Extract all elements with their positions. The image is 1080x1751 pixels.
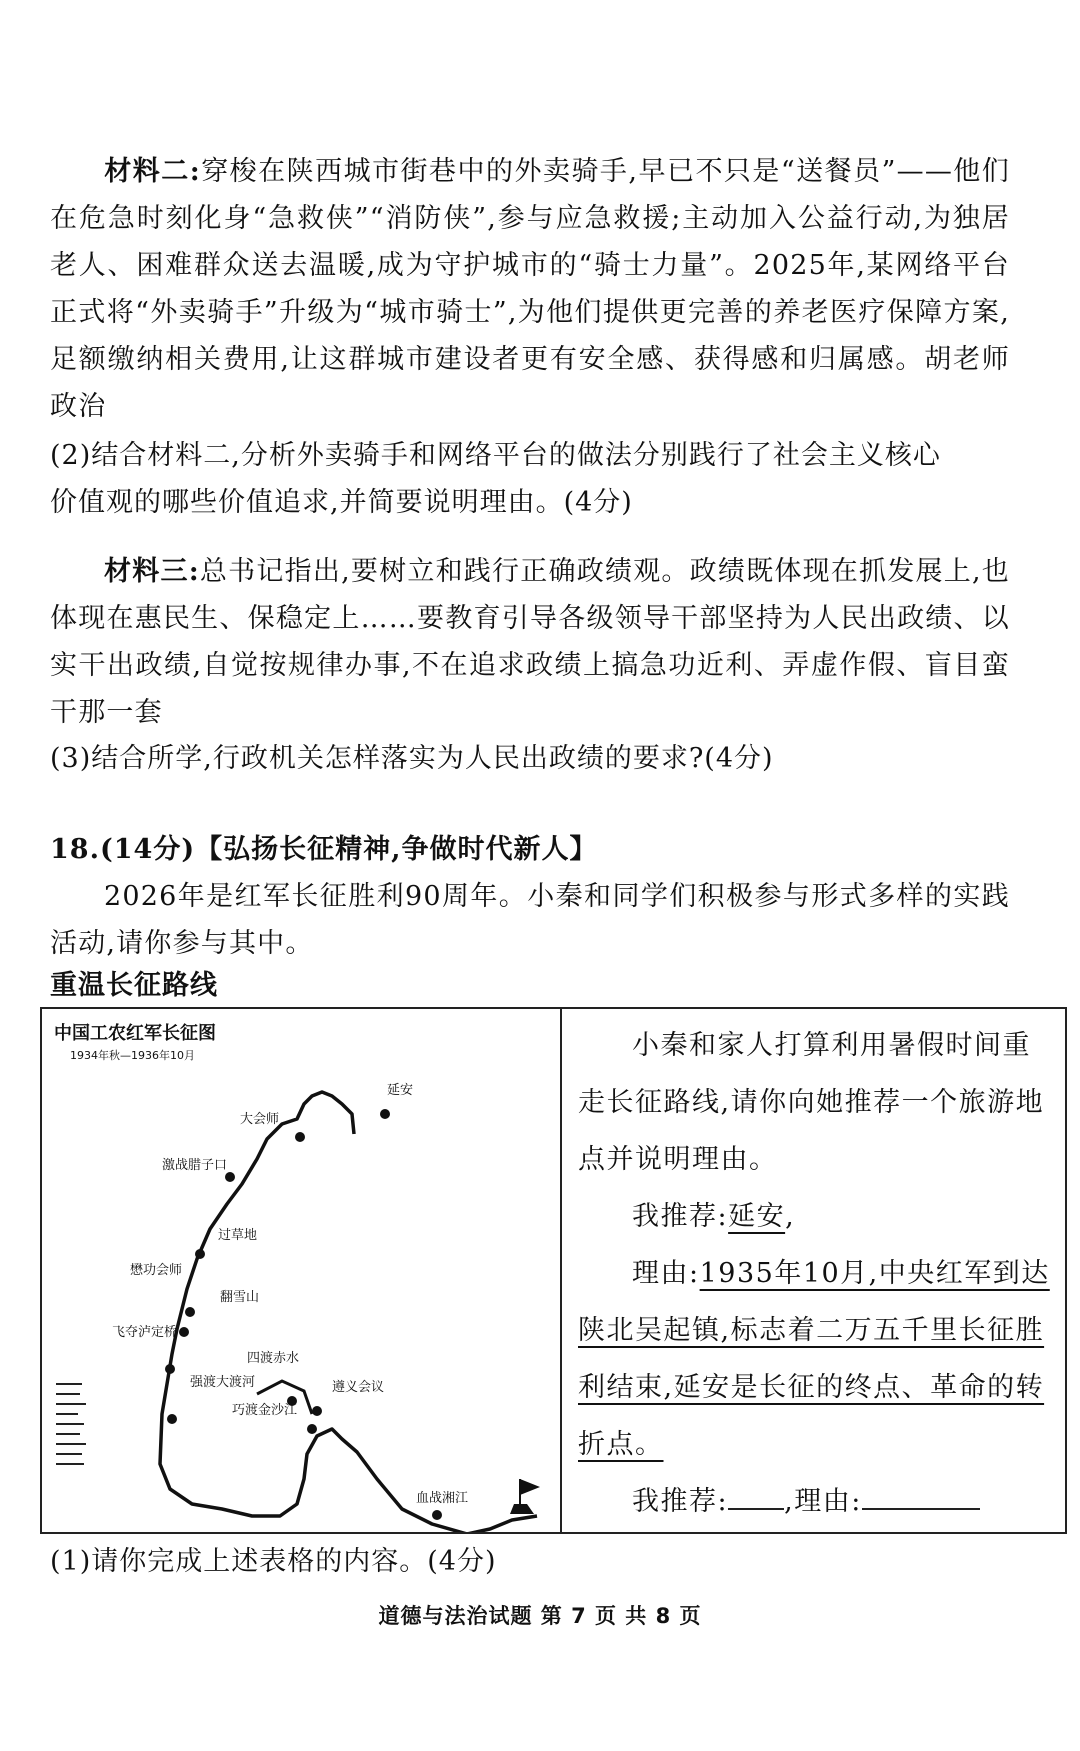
- marker-caodi: [195, 1249, 205, 1259]
- long-march-map: [42, 1009, 562, 1532]
- marker-jinsha: [307, 1424, 317, 1434]
- marker-yanan: [380, 1109, 390, 1119]
- marker-lazikou: [225, 1172, 235, 1182]
- place-dahuishi: 大会师: [240, 1112, 280, 1127]
- reason-blank[interactable]: [862, 1480, 980, 1510]
- recommendation-blank-line: 我推荐: ,理由:: [578, 1473, 1051, 1530]
- place-lazikou: 激战腊子口: [162, 1158, 228, 1173]
- place-yanan: 延安: [387, 1083, 414, 1098]
- question-2-line2: 价值观的哪些价值追求,并简要说明理由。(4分): [50, 487, 633, 518]
- recommend-blank[interactable]: [728, 1480, 784, 1510]
- place-jinsha: 巧渡金沙江: [232, 1403, 298, 1418]
- map-dates: 1934年秋—1936年10月: [70, 1049, 195, 1062]
- route-line: [42, 1009, 558, 1532]
- place-xueshan: 翻雪山: [220, 1290, 260, 1305]
- question-3: (3)结合所学,行政机关怎样落实为人民出政绩的要求?(4分): [50, 743, 774, 774]
- reason-answer: 理由:1935年10月,中央红军到达陕北吴起镇,标志着二万五千里长征胜利结束,延安是长征的终点、革命的转折点。: [578, 1258, 1050, 1460]
- question-18-1: (1)请你完成上述表格的内容。(4分): [50, 1546, 497, 1577]
- recommendation-cell: [562, 1009, 1065, 1532]
- place-maogong: 懋功会师: [130, 1263, 183, 1278]
- marker-xiangjiang: [432, 1510, 442, 1520]
- question-2-line1: (2)结合材料二,分析外卖骑手和网络平台的做法分别践行了社会主义核心: [50, 440, 941, 471]
- material-3-text: 总书记指出,要树立和践行正确政绩观。政绩既体现在抓发展上,也体现在惠民生、保稳定上……要教育引导各级领导干部坚持为人民出政绩、以实干出政绩,自觉按规律办事,不在追求政绩上搞急功近利、弄虚作假、盲目蛮干那一套: [50, 556, 1010, 728]
- flag-icon: [510, 1479, 540, 1514]
- marker-luding: [165, 1364, 175, 1374]
- material-3-paragraph: [50, 548, 1010, 736]
- place-chishui: 四渡赤水: [247, 1351, 300, 1366]
- map-legend: [56, 1384, 86, 1464]
- place-xiangjiang: 血战湘江: [416, 1491, 469, 1506]
- place-caodi: 过草地: [218, 1228, 258, 1243]
- place-luding: 飞夺泸定桥: [112, 1325, 178, 1340]
- marker-dahuishi: [295, 1132, 305, 1142]
- question-18-heading: 18.(14分)【弘扬长征精神,争做时代新人】: [50, 834, 598, 865]
- recommendation-prompt: 小秦和家人打算利用暑假时间重走长征路线,请你向她推荐一个旅游地点并说明理由。: [578, 1030, 1045, 1175]
- place-dadu: 强渡大渡河: [190, 1375, 256, 1390]
- material-2-paragraph: [50, 148, 1010, 430]
- recommendation-answer: 我推荐:延安,: [632, 1201, 796, 1232]
- page-footer: 道德与法治试题 第 7 页 共 8 页: [378, 1604, 702, 1628]
- route-table: [40, 1007, 1067, 1534]
- material-2-text: 穿梭在陕西城市街巷中的外卖骑手,早已不只是“送餐员”——他们在危急时刻化身“急救侠”“消防侠”,参与应急救援;主动加入公益行动,为独居老人、困难群众送去温暖,成为守护城市的“骑士力量”。2025年,某网络平台正式将“外卖骑手”升级为“城市骑士”,为他们提供更完善的养老医疗保障方案,足额缴纳相关费用,让这群城市建设者更有安全感、获得感和归属感。胡老师政治: [50, 156, 1010, 422]
- material-3-label: 材料三:: [104, 556, 200, 587]
- marker-maogong: [185, 1307, 195, 1317]
- marker-zunyi: [312, 1406, 322, 1416]
- question-18-intro: 2026年是红军长征胜利90周年。小秦和同学们积极参与形式多样的实践活动,请你参与其中。: [50, 881, 1010, 959]
- material-2-label: 材料二:: [104, 156, 201, 187]
- section-title: 重温长征路线: [50, 970, 218, 1001]
- place-zunyi: 遵义会议: [332, 1380, 385, 1395]
- map-title: 中国工农红军长征图: [54, 1023, 216, 1044]
- marker-xueshan: [179, 1327, 189, 1337]
- marker-dadu: [167, 1414, 177, 1424]
